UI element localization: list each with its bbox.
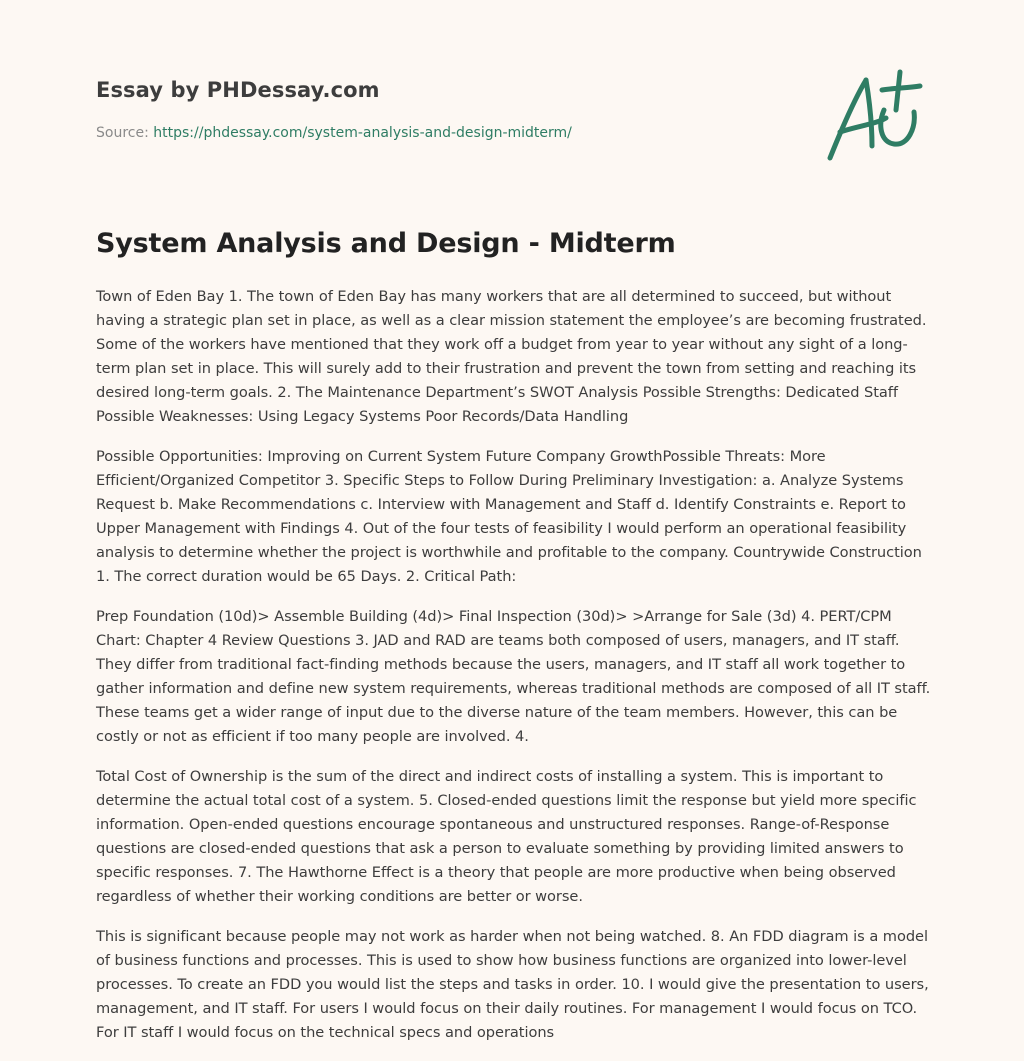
paragraph: Prep Foundation (10d)> Assemble Building (4d)> Final Inspection (30d)> >Arrange for Sale (3d) 4. PERT/CPM Chart: Chapter 4 Review Questions 3. JAD and RAD are teams both composed of users, managers, and IT staff. They differ from traditional fact-finding methods because the users, managers, and IT staff all work together to gather information and define new system requirements, whereas traditional methods are composed of all IT staff. These teams get a wider range of input due to the diverse nature of the team members. However, this can be costly or not as efficient if too many people are involved. 4. — [96, 608, 931, 745]
page-header — [96, 76, 796, 104]
paragraph: Total Cost of Ownership is the sum of the direct and indirect costs of installing a system. This is important to determine the actual total cost of a system. 5. Closed-ended questions limit the response but yield more specific information. Open-ended questions encourage spontaneous and unstructured responses. Range-of-Response questions are closed-ended questions that ask a person to evaluate something by providing limited answers to specific responses. 7. The Hawthorne Effect is a theory that people are more productive when being observed regardless of whether their working conditions are better or worse. — [96, 768, 917, 905]
source-label: Source: — [96, 125, 154, 141]
brand-title: Essay by PHDessay.com — [96, 78, 380, 102]
source-link[interactable]: https://phdessay.com/system-analysis-and-design-midterm/ — [153, 125, 572, 141]
a-plus-logo-icon — [820, 66, 930, 166]
essay-body — [96, 285, 936, 1061]
paragraph: Town of Eden Bay 1. The town of Eden Bay has many workers that are all determined to succeed, but without having a strategic plan set in place, as well as a clear mission statement the employee’s are becoming frustrated. Some of the workers have mentioned that they work off a budget from year to year without any sight of a long-term plan set in place. This will surely add to their frustration and prevent the town from setting and reaching its desired long-term goals. 2. The Maintenance Department’s SWOT Analysis Possible Strengths: Dedicated Staff Possible Weaknesses: Using Legacy Systems Poor Records/Data Handling — [96, 288, 927, 425]
paragraph: Possible Opportunities: Improving on Current System Future Company GrowthPossible Threats: More Efficient/Organized Competitor 3. Specific Steps to Follow During Preliminary Investigation: a. Analyze Systems Request b. Make Recommendations c. Interview with Management and Staff d. Identify Constraints e. Report to Upper Management with Findings 4. Out of the four tests of feasibility I would perform an operational feasibility analysis to determine whether the project is worthwhile and profitable to the company. Countrywide Construction 1. The correct duration would be 65 Days. 2. Critical Path: — [96, 448, 922, 585]
page-title: System Analysis and Design - Midterm — [96, 228, 676, 259]
source-line — [96, 123, 572, 143]
paragraph: This is significant because people may not work as harder when not being watched. 8. An FDD diagram is a model of business functions and processes. This is used to show how business functions are organized into lower-level processes. To create an FDD you would list the steps and tasks in order. 10. I would give the presentation to users, management, and IT staff. For users I would focus on their daily routines. For management I would focus on TCO. For IT staff I would focus on the technical specs and operations — [96, 928, 929, 1041]
